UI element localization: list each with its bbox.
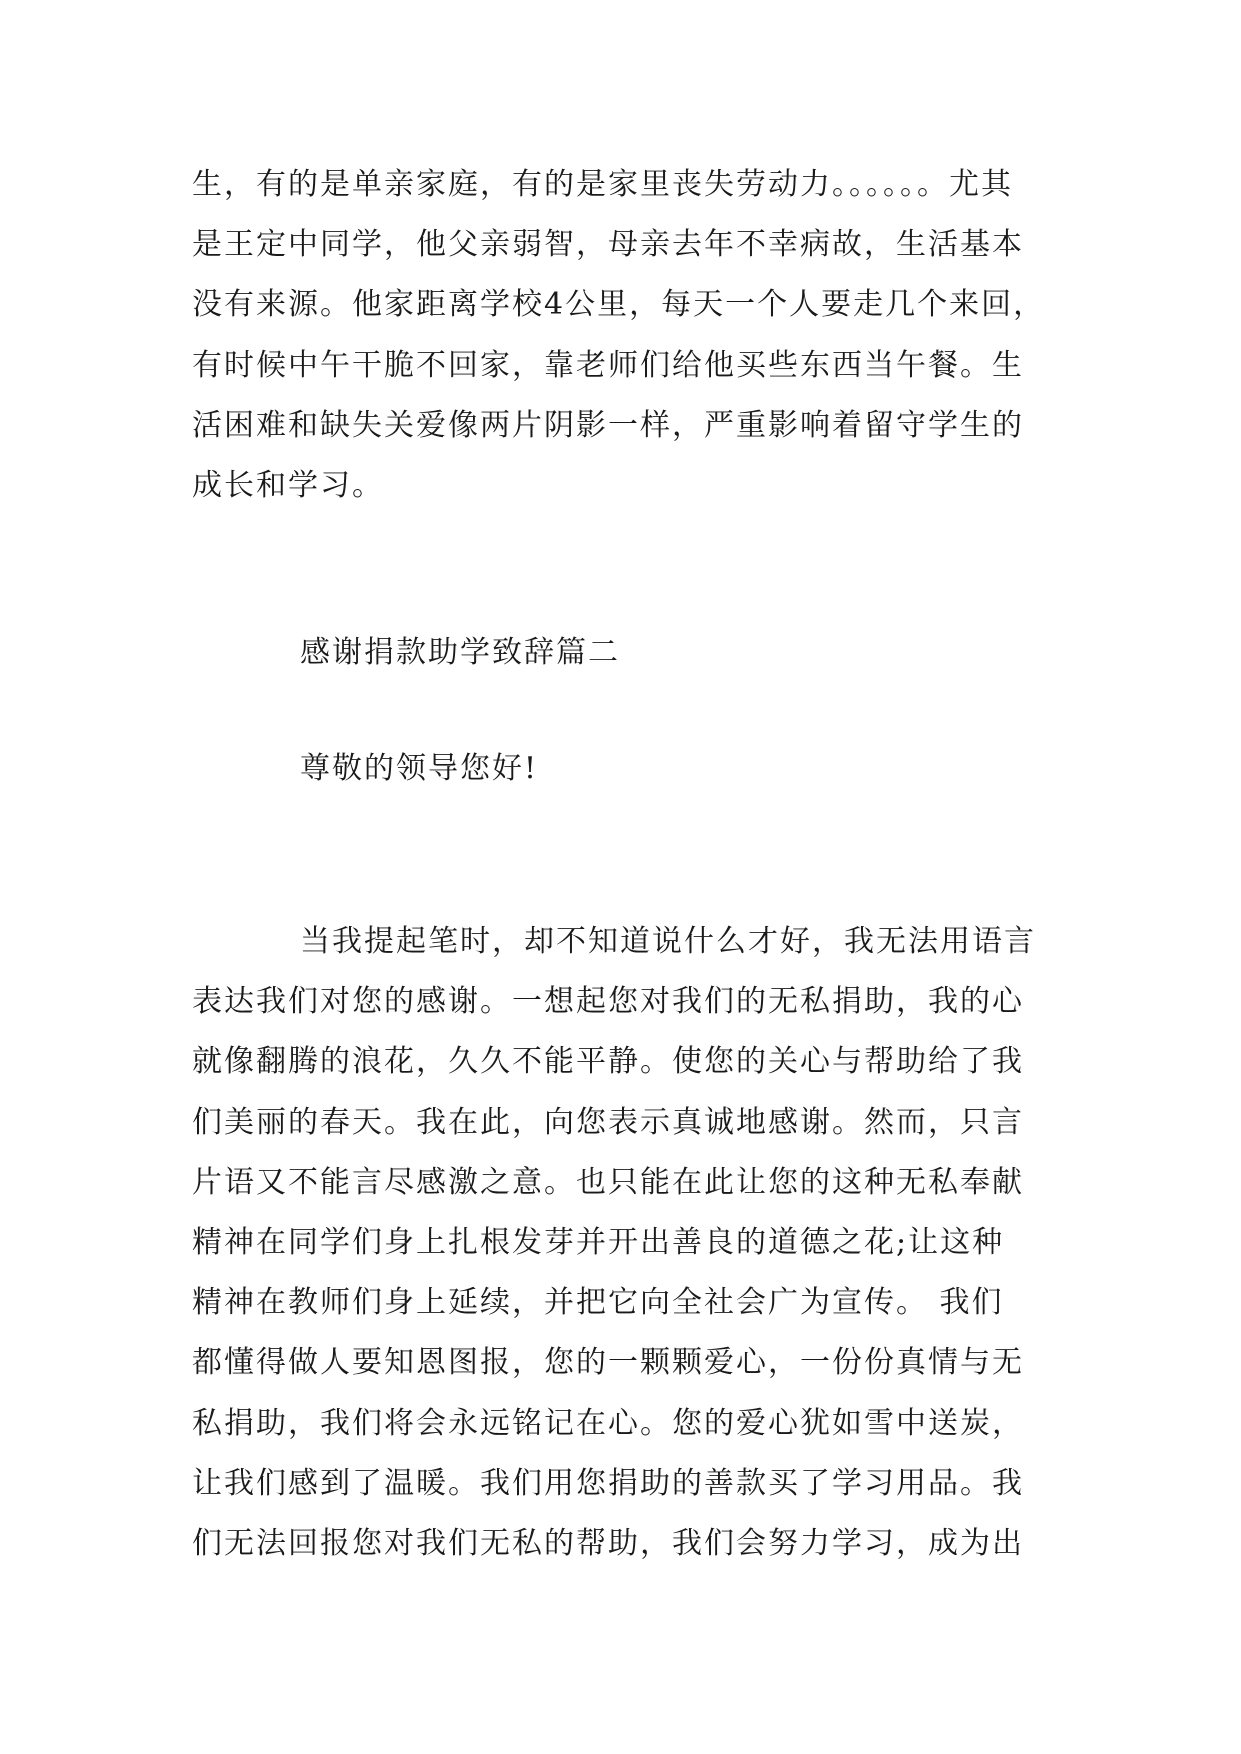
body-text-line: 就像翻腾的浪花，久久不能平静。使您的关心与帮助给了我 bbox=[192, 1044, 1024, 1079]
salutation: 尊敬的领导您好! bbox=[300, 751, 539, 786]
body-text-line: 精神在教师们身上延续，并把它向全社会广为宣传。 我们 bbox=[192, 1285, 1004, 1320]
body-text-line: 让我们感到了温暖。我们用您捐助的善款买了学习用品。我 bbox=[192, 1466, 1024, 1501]
body-text-line: 是王定中同学，他父亲弱智，母亲去年不幸病故，生活基本 bbox=[192, 227, 1024, 262]
body-text-line: 都懂得做人要知恩图报，您的一颗颗爱心，一份份真情与无 bbox=[192, 1345, 1024, 1380]
section-heading: 感谢捐款助学致辞篇二 bbox=[300, 635, 620, 670]
body-text-line: 活困难和缺失关爱像两片阴影一样，严重影响着留守学生的 bbox=[192, 408, 1024, 443]
body-text-line: 私捐助，我们将会永远铭记在心。您的爱心犹如雪中送炭， bbox=[192, 1406, 1024, 1441]
body-text-line: 成长和学习。 bbox=[192, 468, 384, 503]
body-text-line: 当我提起笔时，却不知道说什么才好，我无法用语言 bbox=[300, 924, 1036, 959]
body-text-line: 表达我们对您的感谢。一想起您对我们的无私捐助，我的心 bbox=[192, 984, 1024, 1019]
body-text-line: 们美丽的春天。我在此，向您表示真诚地感谢。然而，只言 bbox=[192, 1105, 1024, 1140]
body-text-line: 有时候中午干脆不回家，靠老师们给他买些东西当午餐。生 bbox=[192, 348, 1024, 383]
body-text-line: 生，有的是单亲家庭，有的是家里丧失劳动力。。。。。。尤其 bbox=[192, 167, 1013, 202]
body-text-line: 们无法回报您对我们无私的帮助，我们会努力学习，成为出 bbox=[192, 1526, 1024, 1561]
body-text-line: 片语又不能言尽感激之意。也只能在此让您的这种无私奉献 bbox=[192, 1165, 1024, 1200]
body-text-line: 精神在同学们身上扎根发芽并开出善良的道德之花;让这种 bbox=[192, 1225, 1005, 1260]
body-text-line: 没有来源。他家距离学校4公里，每天一个人要走几个来回， bbox=[192, 287, 1046, 322]
